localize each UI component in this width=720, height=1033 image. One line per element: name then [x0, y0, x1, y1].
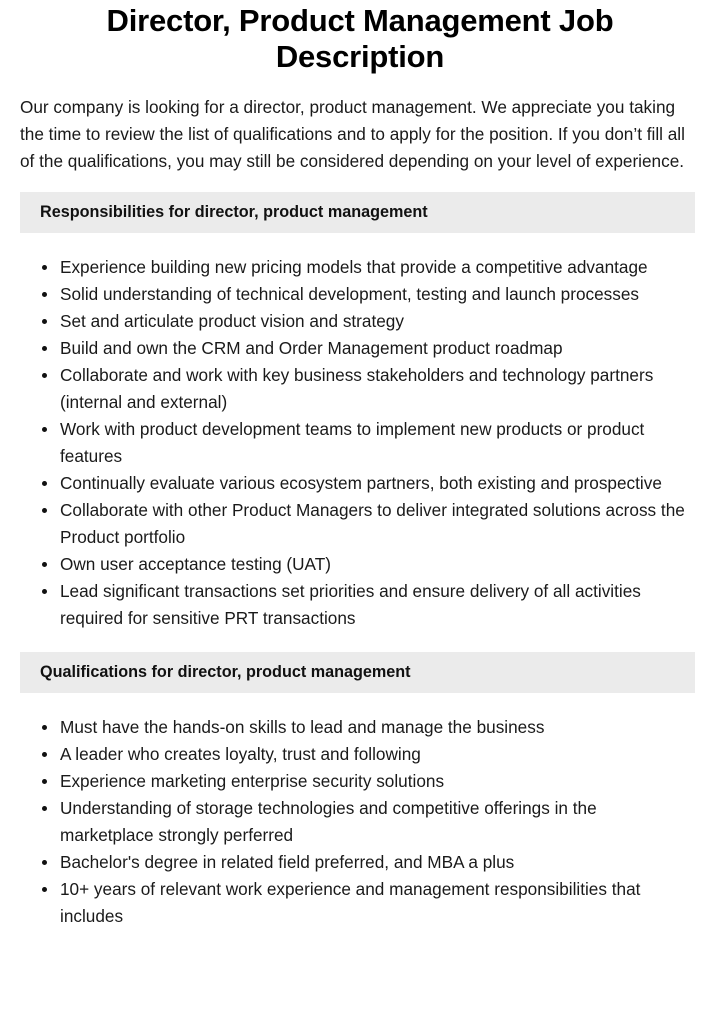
list-item: [60, 470, 700, 497]
list-item: [60, 578, 700, 632]
list-item: [60, 795, 700, 849]
list-item: [60, 876, 700, 930]
bullet-icon: [42, 373, 47, 378]
list-item-text: Understanding of storage technologies and competitive offerings in the marketplace strongly perferred: [60, 798, 597, 845]
list-item: [60, 768, 700, 795]
list-item-text: Bachelor's degree in related field preferred, and MBA a plus: [60, 852, 515, 872]
list-item: [60, 281, 700, 308]
list-item: [60, 741, 700, 768]
list-item-text: Lead significant transactions set priorities and ensure delivery of all activities required for sensitive PRT transactions: [60, 581, 641, 628]
bullet-icon: [42, 779, 47, 784]
list-item-text: Own user acceptance testing (UAT): [60, 554, 331, 574]
list-item-text: Work with product development teams to implement new products or product features: [60, 419, 645, 466]
list-item: [60, 551, 700, 578]
list-item-text: Must have the hands-on skills to lead and manage the business: [60, 717, 545, 737]
bullet-icon: [42, 292, 47, 297]
bullet-icon: [42, 265, 47, 270]
intro-paragraph: Our company is looking for a director, product management. We appreciate you taking the time to review the list of qualifications and to apply for the position. If you don’t fill all of the qualifications, you may still be considered depending on your level of experience.: [20, 97, 685, 171]
list-item: [60, 849, 700, 876]
page-title: Director, Product Management Job Description: [106, 3, 614, 74]
bullet-icon: [42, 752, 47, 757]
bullet-icon: [42, 860, 47, 865]
list-item-text: A leader who creates loyalty, trust and following: [60, 744, 421, 764]
list-item: [60, 714, 700, 741]
bullet-icon: [42, 562, 47, 567]
list-item: [60, 335, 700, 362]
bullet-icon: [42, 887, 47, 892]
list-item-text: Set and articulate product vision and strategy: [60, 311, 404, 331]
responsibilities-heading: Responsibilities for director, product management: [20, 192, 695, 233]
list-item-text: Build and own the CRM and Order Management product roadmap: [60, 338, 563, 358]
list-item: [60, 362, 700, 416]
bullet-icon: [42, 725, 47, 730]
list-item: [60, 416, 700, 470]
list-item-text: Experience marketing enterprise security solutions: [60, 771, 445, 791]
list-item-text: Experience building new pricing models that provide a competitive advantage: [60, 257, 648, 277]
list-item-text: Collaborate with other Product Managers to deliver integrated solutions across the Product portfolio: [60, 500, 685, 547]
list-item-text: Collaborate and work with key business stakeholders and technology partners (internal and external): [60, 365, 654, 412]
qualifications-heading: Qualifications for director, product management: [20, 652, 695, 693]
list-item-text: Solid understanding of technical development, testing and launch processes: [60, 284, 640, 304]
bullet-icon: [42, 806, 47, 811]
bullet-icon: [42, 346, 47, 351]
bullet-icon: [42, 589, 47, 594]
list-item-text: 10+ years of relevant work experience and management responsibilities that includes: [60, 879, 641, 926]
list-item: [60, 254, 700, 281]
list-item: [60, 497, 700, 551]
bullet-icon: [42, 319, 47, 324]
list-item-text: Continually evaluate various ecosystem partners, both existing and prospective: [60, 473, 662, 493]
responsibilities-list: [20, 254, 700, 632]
qualifications-list: [20, 714, 700, 930]
list-item: [60, 308, 700, 335]
bullet-icon: [42, 427, 47, 432]
bullet-icon: [42, 481, 47, 486]
bullet-icon: [42, 508, 47, 513]
